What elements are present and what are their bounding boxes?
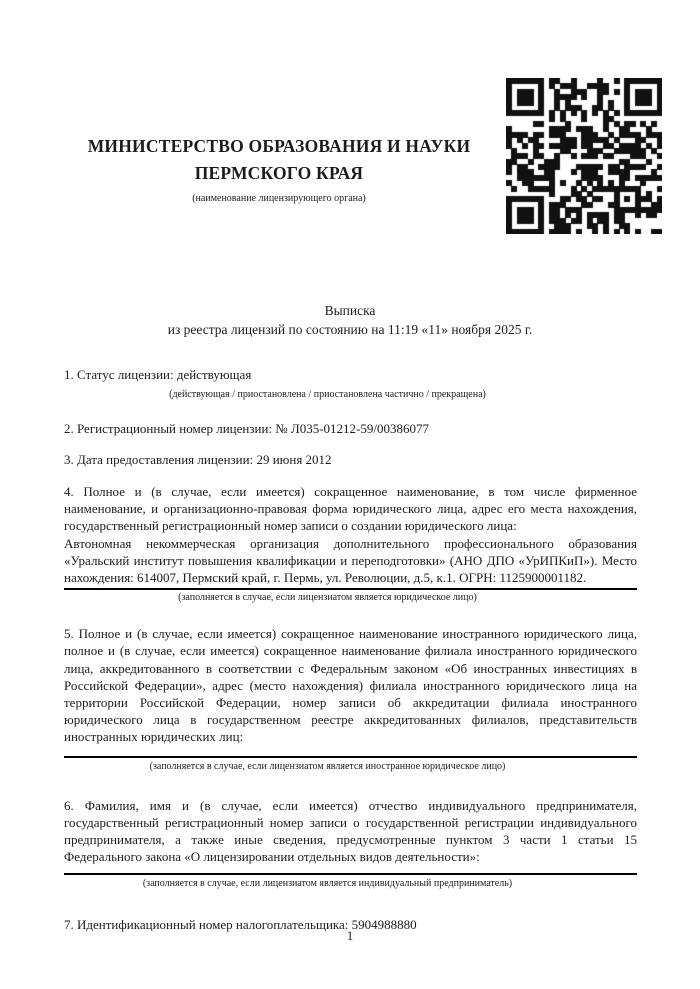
licensing-authority-header	[63, 133, 495, 205]
ministry-name-line2: ПЕРМСКОГО КРАЯ	[194, 163, 364, 183]
item-license-date: 3. Дата предоставления лицензии: 29 июня 2012	[64, 452, 332, 467]
item-license-status-hint: (действующая / приостановлена / приостановлена частично / прекращена)	[169, 389, 486, 400]
item-foreign-entity-hint: (заполняется в случае, если лицензиатом является иностранное юридическое лицо)	[149, 760, 506, 772]
divider-line	[64, 873, 637, 875]
item-individual-entrepreneur-hint: (заполняется в случае, если лицензиатом является индивидуальный предприниматель)	[142, 878, 513, 890]
item-individual-entrepreneur-text: 6. Фамилия, имя и (в случае, если имеется) отчество индивидуального предпринимателя, государственный регистрационный номер записи о государственной регистрации индивидуального предпринимателя, а также иные сведения, предусмотренные пунктом 3 части 1 статьи 15 Федерального закона «О лицензировании отдельных видов деятельности»:	[64, 797, 637, 865]
licensing-authority-caption: (наименование лицензирующего органа)	[192, 193, 366, 204]
document-body	[64, 366, 637, 933]
item-taxpayer-number: 7. Идентификационный номер налогоплательщика: 5904988880	[64, 917, 417, 933]
page-number: 1	[346, 928, 354, 943]
qr-code	[506, 78, 662, 234]
divider-line	[64, 588, 637, 590]
item-legal-entity-value: Автономная некоммерческая организация дополнительного профессионального образования «Уральский институт повышения квалификации и переподготовки» (АНО ДПО «УрИПКиП»). Место нахождения: 614007, Пермский край, г. Пермь, ул. Революции, д.5, к.1. ОГРН: 1125900001182.	[64, 535, 637, 586]
document-title	[0, 301, 700, 339]
item-legal-entity-text: 4. Полное и (в случае, если имеется) сокращенное наименование, в том числе фирменное наименование, и организационно-правовая форма юридического лица, адрес его места нахождения, государственный регистрационный номер записи о создании юридического лица:	[64, 484, 637, 534]
ministry-name-line1: МИНИСТЕРСТВО ОБРАЗОВАНИЯ И НАУКИ	[87, 136, 471, 156]
divider-line	[64, 756, 637, 758]
document-title-line2: из реестра лицензий по состоянию на 11:19 «11» ноября 2025 г.	[167, 322, 533, 337]
item-license-status: 1. Статус лицензии: действующая	[64, 367, 252, 382]
item-legal-entity	[64, 483, 637, 586]
document-title-line1: Выписка	[324, 303, 376, 318]
item-legal-entity-hint: (заполняется в случае, если лицензиатом является юридическое лицо)	[178, 592, 477, 604]
item-registration-number: 2. Регистрационный номер лицензии: № Л035-01212-59/00386077	[64, 421, 430, 436]
item-foreign-entity-text: 5. Полное и (в случае, если имеется) сокращенное наименование иностранного юридического лица, полное и (в случае, если имеется) сокращенное наименование филиала иностранного юридического лица, аккредитованного в соответствии с Федеральным законом «Об иностранных инвестициях в Российской Федерации», адрес (место нахождения) филиала иностранного юридического лица на территории Российской Федерации, номер записи об аккредитации филиала иностранного юридического лица в государственном реестре аккредитованных филиалов, представительств иностранных юридических лиц:	[64, 626, 637, 745]
